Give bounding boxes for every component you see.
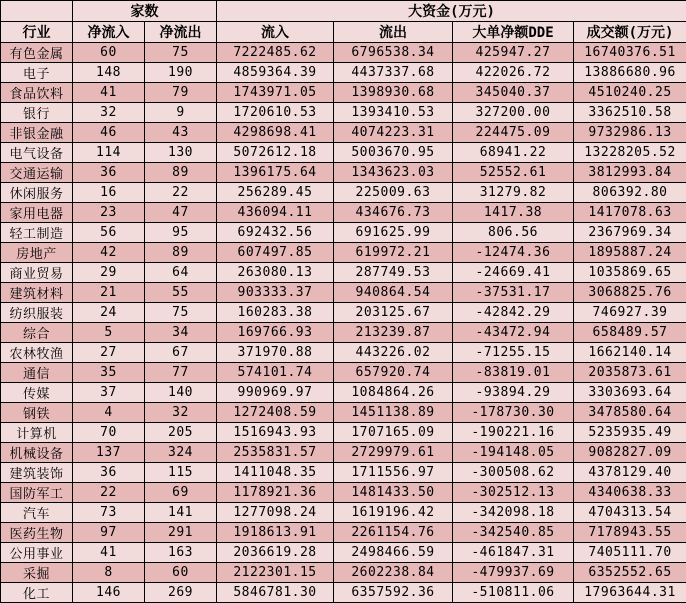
outflow-cell[interactable]: 1343623.03: [334, 163, 453, 183]
outflow-cell[interactable]: 657920.74: [334, 363, 453, 383]
net-inflow-count-cell[interactable]: 23: [73, 203, 145, 223]
industry-cell[interactable]: 房地产: [1, 243, 73, 263]
table-row[interactable]: [1, 443, 686, 463]
inflow-cell[interactable]: 256289.45: [217, 183, 334, 203]
turnover-cell[interactable]: 4704313.54: [574, 503, 686, 523]
industry-cell[interactable]: 计算机: [1, 423, 73, 443]
turnover-cell[interactable]: 3068825.76: [574, 283, 686, 303]
turnover-cell[interactable]: 5235935.49: [574, 423, 686, 443]
dde-net-cell[interactable]: -93894.29: [453, 383, 574, 403]
industry-cell[interactable]: 钢铁: [1, 403, 73, 423]
industry-cell[interactable]: 建筑材料: [1, 283, 73, 303]
table-row[interactable]: [1, 243, 686, 263]
table-row[interactable]: [1, 363, 686, 383]
dde-net-cell[interactable]: -510811.06: [453, 583, 574, 603]
turnover-cell[interactable]: 6352552.65: [574, 563, 686, 583]
table-row[interactable]: [1, 283, 686, 303]
inflow-cell[interactable]: 4298698.41: [217, 123, 334, 143]
dde-net-cell[interactable]: -342098.18: [453, 503, 574, 523]
net-inflow-count-column-header[interactable]: 净流入: [73, 22, 145, 43]
table-row[interactable]: [1, 503, 686, 523]
turnover-cell[interactable]: 1662140.14: [574, 343, 686, 363]
dde-net-cell[interactable]: -83819.01: [453, 363, 574, 383]
net-inflow-count-cell[interactable]: 70: [73, 423, 145, 443]
industry-cell[interactable]: 非银金融: [1, 123, 73, 143]
inflow-cell[interactable]: 607497.85: [217, 243, 334, 263]
turnover-cell[interactable]: 2367969.34: [574, 223, 686, 243]
company-count-group-header: 家数: [73, 1, 217, 22]
inflow-cell[interactable]: 1743971.05: [217, 83, 334, 103]
outflow-cell[interactable]: 1711556.97: [334, 463, 453, 483]
net-outflow-count-cell[interactable]: 163: [145, 543, 217, 563]
turnover-cell[interactable]: 746927.39: [574, 303, 686, 323]
industry-cell[interactable]: 家用电器: [1, 203, 73, 223]
net-outflow-count-cell[interactable]: 269: [145, 583, 217, 603]
net-inflow-count-cell[interactable]: 35: [73, 363, 145, 383]
turnover-cell[interactable]: 3478580.64: [574, 403, 686, 423]
industry-cell[interactable]: 农林牧渔: [1, 343, 73, 363]
dde-net-cell[interactable]: -71255.15: [453, 343, 574, 363]
net-inflow-count-cell[interactable]: 16: [73, 183, 145, 203]
outflow-cell[interactable]: 1398930.68: [334, 83, 453, 103]
dde-net-cell[interactable]: -178730.30: [453, 403, 574, 423]
turnover-cell[interactable]: 16740376.51: [574, 43, 686, 63]
group-header-row: [1, 1, 686, 22]
inflow-cell[interactable]: 1272408.59: [217, 403, 334, 423]
table-row[interactable]: [1, 203, 686, 223]
industry-cell[interactable]: 化工: [1, 583, 73, 603]
industry-cell[interactable]: 休闲服务: [1, 183, 73, 203]
net-inflow-count-cell[interactable]: 5: [73, 323, 145, 343]
inflow-cell[interactable]: 692432.56: [217, 223, 334, 243]
turnover-cell[interactable]: 4340638.33: [574, 483, 686, 503]
inflow-cell[interactable]: 4859364.39: [217, 63, 334, 83]
outflow-cell[interactable]: 443226.02: [334, 343, 453, 363]
outflow-cell[interactable]: 2729979.61: [334, 443, 453, 463]
net-outflow-count-cell[interactable]: 34: [145, 323, 217, 343]
table-row[interactable]: [1, 523, 686, 543]
dde-net-cell[interactable]: 224475.09: [453, 123, 574, 143]
table-row[interactable]: [1, 163, 686, 183]
outflow-cell[interactable]: 225009.63: [334, 183, 453, 203]
inflow-cell[interactable]: 1516943.93: [217, 423, 334, 443]
net-outflow-count-cell[interactable]: 324: [145, 443, 217, 463]
net-outflow-count-cell[interactable]: 140: [145, 383, 217, 403]
industry-cell[interactable]: 汽车: [1, 503, 73, 523]
outflow-cell[interactable]: 940864.54: [334, 283, 453, 303]
inflow-cell[interactable]: 5846781.30: [217, 583, 334, 603]
dde-net-cell[interactable]: -190221.16: [453, 423, 574, 443]
net-outflow-count-cell[interactable]: 47: [145, 203, 217, 223]
turnover-column-header[interactable]: 成交额(万元): [574, 22, 686, 43]
net-inflow-count-cell[interactable]: 60: [73, 43, 145, 63]
dde-net-cell[interactable]: -302512.13: [453, 483, 574, 503]
net-outflow-count-cell[interactable]: 75: [145, 43, 217, 63]
outflow-cell[interactable]: 2602238.84: [334, 563, 453, 583]
inflow-cell[interactable]: 1277098.24: [217, 503, 334, 523]
inflow-cell[interactable]: 903333.37: [217, 283, 334, 303]
dde-net-cell[interactable]: -37531.17: [453, 283, 574, 303]
net-outflow-count-cell[interactable]: 190: [145, 63, 217, 83]
net-outflow-count-cell[interactable]: 89: [145, 163, 217, 183]
table-row[interactable]: [1, 143, 686, 163]
table-row[interactable]: [1, 423, 686, 443]
industry-cell[interactable]: 传媒: [1, 383, 73, 403]
industry-column-header[interactable]: 行业: [1, 22, 73, 43]
table-row[interactable]: [1, 383, 686, 403]
industry-cell[interactable]: 有色金属: [1, 43, 73, 63]
industry-cell[interactable]: 食品饮料: [1, 83, 73, 103]
dde-net-cell[interactable]: 31279.82: [453, 183, 574, 203]
net-inflow-count-cell[interactable]: 146: [73, 583, 145, 603]
outflow-column-header[interactable]: 流出: [334, 22, 453, 43]
net-inflow-count-cell[interactable]: 56: [73, 223, 145, 243]
turnover-cell[interactable]: 806392.80: [574, 183, 686, 203]
industry-cell[interactable]: 医药生物: [1, 523, 73, 543]
outflow-cell[interactable]: 5003670.95: [334, 143, 453, 163]
net-outflow-count-cell[interactable]: 9: [145, 103, 217, 123]
turnover-cell[interactable]: 7405111.70: [574, 543, 686, 563]
dde-net-cell[interactable]: -24669.41: [453, 263, 574, 283]
table-row[interactable]: [1, 583, 686, 603]
turnover-cell[interactable]: 4378129.40: [574, 463, 686, 483]
net-outflow-count-cell[interactable]: 60: [145, 563, 217, 583]
turnover-cell[interactable]: 13228205.52: [574, 143, 686, 163]
industry-cell[interactable]: 综合: [1, 323, 73, 343]
outflow-cell[interactable]: 2498466.59: [334, 543, 453, 563]
dde-net-cell[interactable]: 806.56: [453, 223, 574, 243]
outflow-cell[interactable]: 4074223.31: [334, 123, 453, 143]
inflow-cell[interactable]: 169766.93: [217, 323, 334, 343]
net-outflow-count-cell[interactable]: 32: [145, 403, 217, 423]
inflow-cell[interactable]: 2036619.28: [217, 543, 334, 563]
inflow-cell[interactable]: 1396175.64: [217, 163, 334, 183]
outflow-cell[interactable]: 2261154.76: [334, 523, 453, 543]
industry-cell[interactable]: 交通运输: [1, 163, 73, 183]
inflow-cell[interactable]: 436094.11: [217, 203, 334, 223]
net-inflow-count-cell[interactable]: 42: [73, 243, 145, 263]
net-outflow-count-cell[interactable]: 130: [145, 143, 217, 163]
turnover-cell[interactable]: 1417078.63: [574, 203, 686, 223]
dde-net-cell[interactable]: 425947.27: [453, 43, 574, 63]
net-outflow-count-cell[interactable]: 75: [145, 303, 217, 323]
inflow-cell[interactable]: 2535831.57: [217, 443, 334, 463]
net-outflow-count-cell[interactable]: 77: [145, 363, 217, 383]
net-inflow-count-cell[interactable]: 36: [73, 163, 145, 183]
net-inflow-count-cell[interactable]: 97: [73, 523, 145, 543]
dde-net-cell[interactable]: 68941.22: [453, 143, 574, 163]
industry-cell[interactable]: 机械设备: [1, 443, 73, 463]
net-inflow-count-cell[interactable]: 37: [73, 383, 145, 403]
net-inflow-count-cell[interactable]: 22: [73, 483, 145, 503]
turnover-cell[interactable]: 658489.57: [574, 323, 686, 343]
dde-net-cell[interactable]: 52552.61: [453, 163, 574, 183]
turnover-cell[interactable]: 9732986.13: [574, 123, 686, 143]
industry-cell[interactable]: 公用事业: [1, 543, 73, 563]
net-inflow-count-cell[interactable]: 21: [73, 283, 145, 303]
dde-net-cell[interactable]: -461847.31: [453, 543, 574, 563]
inflow-cell[interactable]: 7222485.62: [217, 43, 334, 63]
net-inflow-count-cell[interactable]: 73: [73, 503, 145, 523]
table-row[interactable]: [1, 303, 686, 323]
outflow-cell[interactable]: 1707165.09: [334, 423, 453, 443]
inflow-cell[interactable]: 263080.13: [217, 263, 334, 283]
industry-cell[interactable]: 纺织服装: [1, 303, 73, 323]
outflow-cell[interactable]: 1084864.26: [334, 383, 453, 403]
table-row[interactable]: [1, 43, 686, 63]
net-inflow-count-cell[interactable]: 137: [73, 443, 145, 463]
turnover-cell[interactable]: 3812993.84: [574, 163, 686, 183]
net-outflow-count-cell[interactable]: 291: [145, 523, 217, 543]
dde-net-cell[interactable]: 422026.72: [453, 63, 574, 83]
net-inflow-count-cell[interactable]: 4: [73, 403, 145, 423]
dde-net-cell[interactable]: -42842.29: [453, 303, 574, 323]
dde-net-cell[interactable]: -479937.69: [453, 563, 574, 583]
outflow-cell[interactable]: 1393410.53: [334, 103, 453, 123]
outflow-cell[interactable]: 1481433.50: [334, 483, 453, 503]
inflow-cell[interactable]: 2122301.15: [217, 563, 334, 583]
outflow-cell[interactable]: 6357592.36: [334, 583, 453, 603]
big-money-group-header: 大资金(万元): [217, 1, 686, 22]
outflow-cell[interactable]: 434676.73: [334, 203, 453, 223]
industry-cell[interactable]: 建筑装饰: [1, 463, 73, 483]
industry-cell[interactable]: 国防军工: [1, 483, 73, 503]
table-row[interactable]: [1, 543, 686, 563]
net-inflow-count-cell[interactable]: 148: [73, 63, 145, 83]
outflow-cell[interactable]: 203125.67: [334, 303, 453, 323]
net-outflow-count-cell[interactable]: 69: [145, 483, 217, 503]
turnover-cell[interactable]: 9082827.09: [574, 443, 686, 463]
net-outflow-count-column-header[interactable]: 净流出: [145, 22, 217, 43]
outflow-cell[interactable]: 6796538.34: [334, 43, 453, 63]
table-row[interactable]: [1, 403, 686, 423]
turnover-cell[interactable]: 1035869.65: [574, 263, 686, 283]
table-row[interactable]: [1, 343, 686, 363]
table-row[interactable]: [1, 63, 686, 83]
net-inflow-count-cell[interactable]: 114: [73, 143, 145, 163]
net-outflow-count-cell[interactable]: 67: [145, 343, 217, 363]
net-outflow-count-cell[interactable]: 79: [145, 83, 217, 103]
turnover-cell[interactable]: 2035873.61: [574, 363, 686, 383]
industry-cell[interactable]: 电气设备: [1, 143, 73, 163]
net-inflow-count-cell[interactable]: 27: [73, 343, 145, 363]
outflow-cell[interactable]: 213239.87: [334, 323, 453, 343]
outflow-cell[interactable]: 691625.99: [334, 223, 453, 243]
turnover-cell[interactable]: 4510240.25: [574, 83, 686, 103]
inflow-cell[interactable]: 1918613.91: [217, 523, 334, 543]
net-inflow-count-cell[interactable]: 41: [73, 543, 145, 563]
turnover-cell[interactable]: 3303693.64: [574, 383, 686, 403]
table-row[interactable]: [1, 323, 686, 343]
dde-net-cell[interactable]: 1417.38: [453, 203, 574, 223]
net-outflow-count-cell[interactable]: 205: [145, 423, 217, 443]
table-row[interactable]: [1, 123, 686, 143]
turnover-cell[interactable]: 7178943.55: [574, 523, 686, 543]
net-inflow-count-cell[interactable]: 24: [73, 303, 145, 323]
outflow-cell[interactable]: 1451138.89: [334, 403, 453, 423]
table-row[interactable]: [1, 83, 686, 103]
table-row[interactable]: [1, 263, 686, 283]
turnover-cell[interactable]: 1895887.24: [574, 243, 686, 263]
dde-net-cell[interactable]: -194148.05: [453, 443, 574, 463]
inflow-column-header[interactable]: 流入: [217, 22, 334, 43]
net-outflow-count-cell[interactable]: 95: [145, 223, 217, 243]
net-inflow-count-cell[interactable]: 29: [73, 263, 145, 283]
turnover-cell[interactable]: 17963644.31: [574, 583, 686, 603]
dde-net-cell[interactable]: 345040.37: [453, 83, 574, 103]
net-outflow-count-cell[interactable]: 55: [145, 283, 217, 303]
net-inflow-count-cell[interactable]: 46: [73, 123, 145, 143]
net-inflow-count-cell[interactable]: 8: [73, 563, 145, 583]
inflow-cell[interactable]: 574101.74: [217, 363, 334, 383]
inflow-cell[interactable]: 160283.38: [217, 303, 334, 323]
turnover-cell[interactable]: 13886680.96: [574, 63, 686, 83]
net-outflow-count-cell[interactable]: 22: [145, 183, 217, 203]
net-outflow-count-cell[interactable]: 141: [145, 503, 217, 523]
table-row[interactable]: [1, 483, 686, 503]
industry-cell[interactable]: 电子: [1, 63, 73, 83]
dde-net-cell[interactable]: -300508.62: [453, 463, 574, 483]
table-row[interactable]: [1, 223, 686, 243]
dde-net-cell[interactable]: -12474.36: [453, 243, 574, 263]
column-header-row: [1, 22, 686, 43]
net-outflow-count-cell[interactable]: 43: [145, 123, 217, 143]
inflow-cell[interactable]: 5072612.18: [217, 143, 334, 163]
dde-net-cell[interactable]: -342540.85: [453, 523, 574, 543]
net-inflow-count-cell[interactable]: 32: [73, 103, 145, 123]
table-header: [1, 1, 686, 43]
table-body: [1, 43, 686, 603]
industry-cell[interactable]: 银行: [1, 103, 73, 123]
corner-cell: [1, 1, 73, 22]
industry-cell[interactable]: 采掘: [1, 563, 73, 583]
net-inflow-count-cell[interactable]: 36: [73, 463, 145, 483]
inflow-cell[interactable]: 1178921.36: [217, 483, 334, 503]
industry-cell[interactable]: 商业贸易: [1, 263, 73, 283]
net-outflow-count-cell[interactable]: 89: [145, 243, 217, 263]
dde-net-column-header[interactable]: 大单净额DDE: [453, 22, 574, 43]
inflow-cell[interactable]: 990969.97: [217, 383, 334, 403]
dde-net-cell[interactable]: 327200.00: [453, 103, 574, 123]
outflow-cell[interactable]: 619972.21: [334, 243, 453, 263]
net-inflow-count-cell[interactable]: 41: [73, 83, 145, 103]
table-row[interactable]: [1, 563, 686, 583]
dde-net-cell[interactable]: -43472.94: [453, 323, 574, 343]
turnover-cell[interactable]: 3362510.58: [574, 103, 686, 123]
inflow-cell[interactable]: 1411048.35: [217, 463, 334, 483]
industry-cell[interactable]: 轻工制造: [1, 223, 73, 243]
outflow-cell[interactable]: 1619196.42: [334, 503, 453, 523]
net-outflow-count-cell[interactable]: 64: [145, 263, 217, 283]
net-outflow-count-cell[interactable]: 115: [145, 463, 217, 483]
industry-cell[interactable]: 通信: [1, 363, 73, 383]
outflow-cell[interactable]: 287749.53: [334, 263, 453, 283]
table-row[interactable]: [1, 183, 686, 203]
outflow-cell[interactable]: 4437337.68: [334, 63, 453, 83]
inflow-cell[interactable]: 1720610.53: [217, 103, 334, 123]
table-row[interactable]: [1, 463, 686, 483]
inflow-cell[interactable]: 371970.88: [217, 343, 334, 363]
table-row[interactable]: [1, 103, 686, 123]
